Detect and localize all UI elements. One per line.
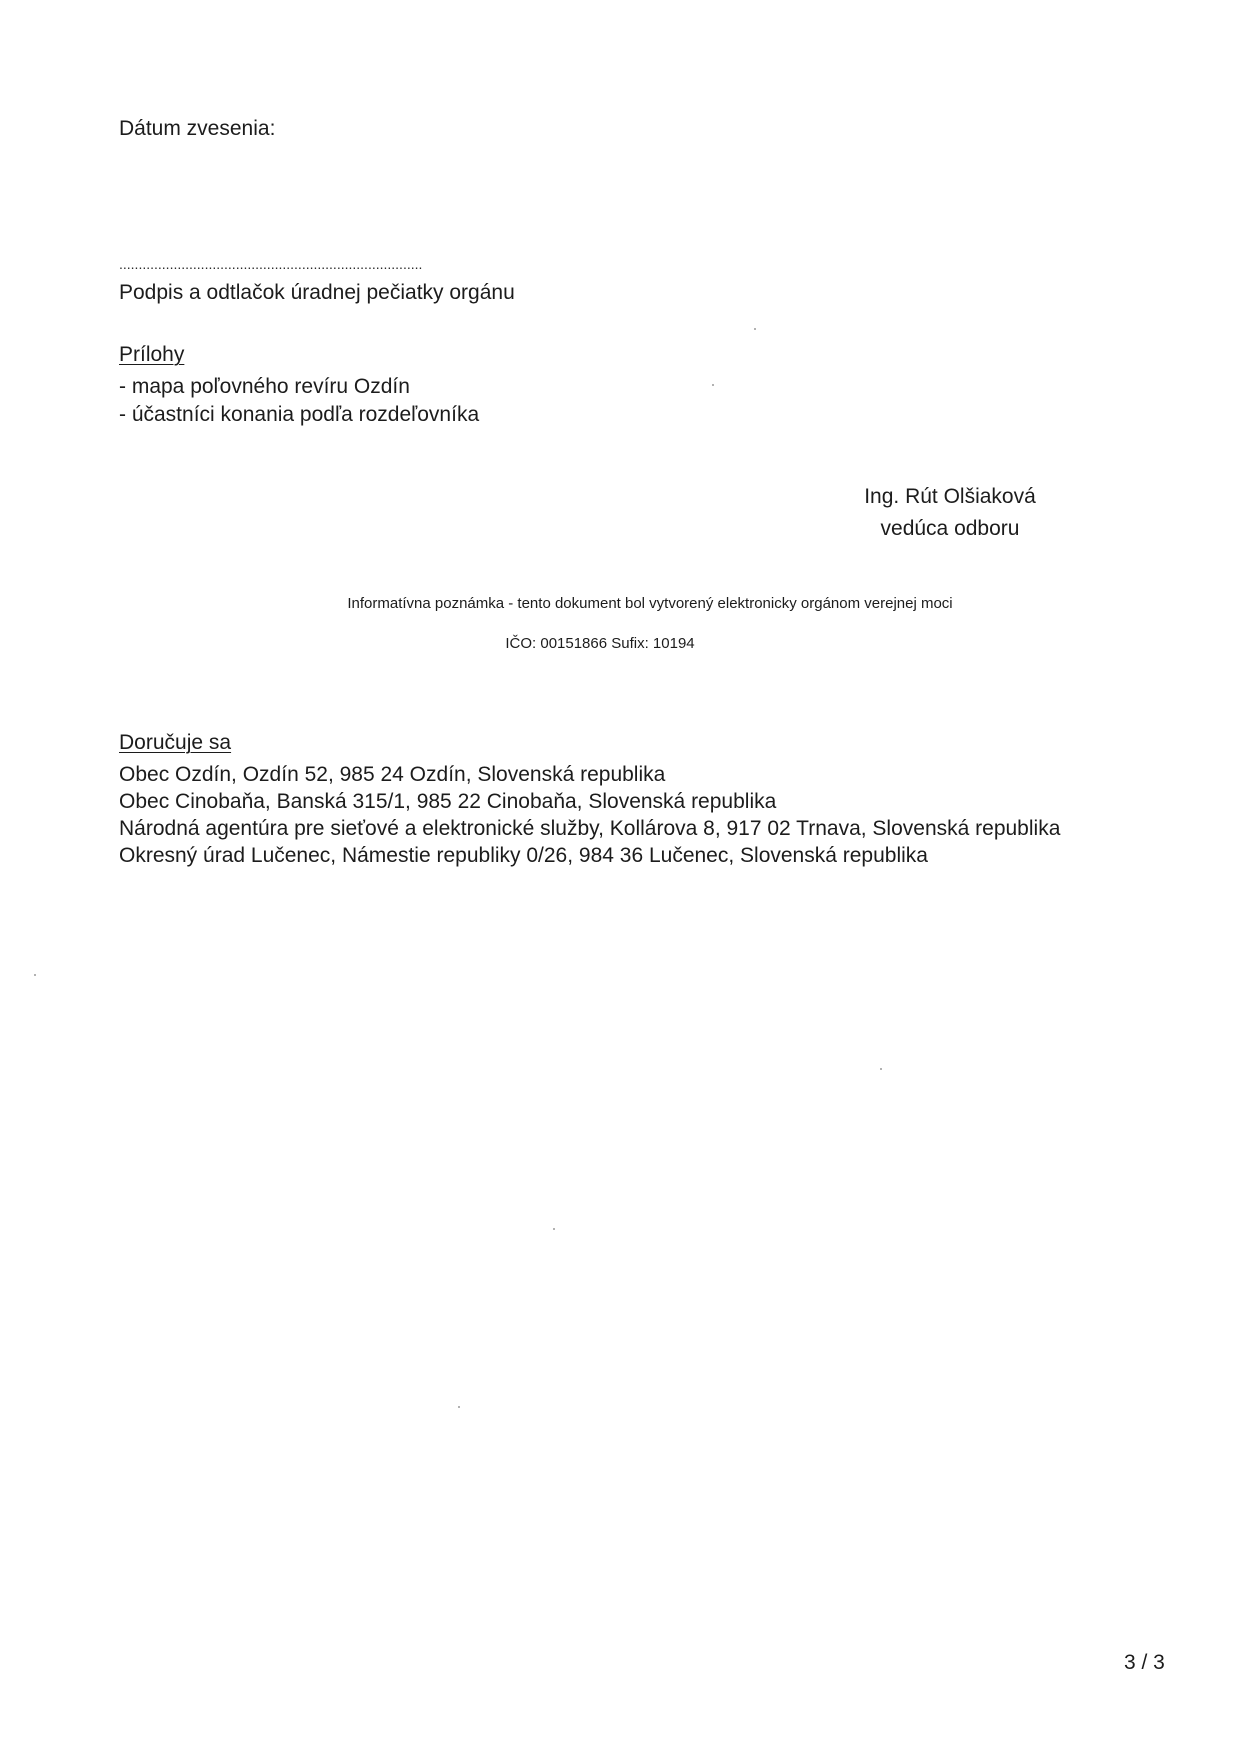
scan-speck: [880, 1068, 882, 1070]
scan-speck: [754, 328, 756, 330]
delivery-recipient: Národná agentúra pre sieťové a elektronické služby, Kollárova 8, 917 02 Trnava, Slovenská republika: [119, 817, 1061, 840]
signature-caption: Podpis a odtlačok úradnej pečiatky orgánu: [119, 281, 515, 304]
signature-dotted-line: ..............................................................................: [119, 257, 423, 271]
scan-speck: [553, 1228, 555, 1230]
ico-line: IČO: 00151866 Sufix: 10194: [505, 635, 695, 652]
signatory-name: Ing. Rút Olšiaková: [864, 485, 1036, 508]
signatory-title: vedúca odboru: [880, 517, 1020, 540]
delivery-heading: Doručuje sa: [119, 731, 232, 754]
removal-date-label: Dátum zvesenia:: [119, 117, 276, 140]
scan-speck: [34, 974, 36, 976]
scan-speck: [458, 1406, 460, 1408]
delivery-recipient: Obec Cinobaňa, Banská 315/1, 985 22 Cinobaňa, Slovenská republika: [119, 790, 777, 813]
attachment-item-map: - mapa poľovného revíru Ozdín: [119, 375, 410, 398]
page-number: 3 / 3: [1124, 1651, 1165, 1674]
info-note: Informatívna poznámka - tento dokument bol vytvorený elektronicky orgánom verejnej moci: [347, 595, 953, 612]
scan-speck: [712, 384, 714, 386]
delivery-recipient: Obec Ozdín, Ozdín 52, 985 24 Ozdín, Slovenská republika: [119, 763, 666, 786]
attachments-heading: Prílohy: [119, 343, 185, 366]
delivery-recipient: Okresný úrad Lučenec, Námestie republiky 0/26, 984 36 Lučenec, Slovenská republika: [119, 844, 928, 867]
attachment-item-participants: - účastníci konania podľa rozdeľovníka: [119, 403, 480, 426]
